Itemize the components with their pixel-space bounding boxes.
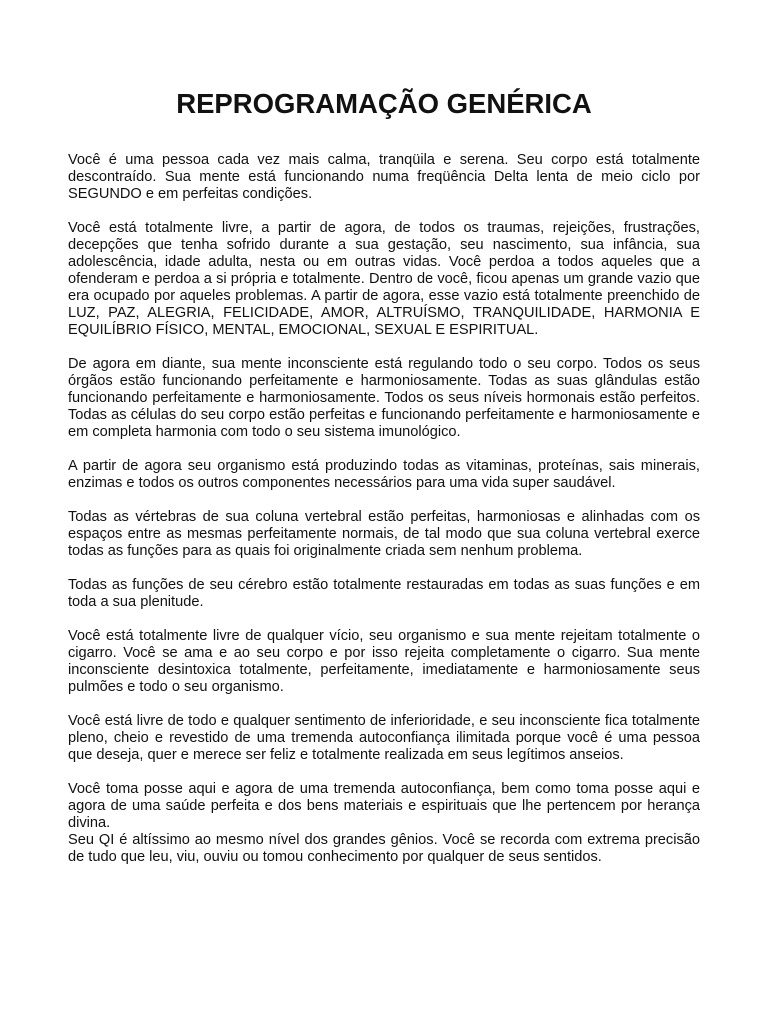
paragraph-addiction: Você está totalmente livre de qualquer vício, seu organismo e sua mente rejeitam totalmente o cigarro. Você se ama e ao seu corpo e por isso rejeita completamente o cigarro. Sua mente inconsciente desintoxica totalmente, perfeitamente, imediatamente e harmoniosamente seus pulmões e todo o seu organismo.: [68, 628, 700, 695]
document-title: REPROGRAMAÇÃO GENÉRICA: [176, 88, 592, 119]
paragraph-brain: Todas as funções de seu cérebro estão totalmente restauradas em todas as suas funções e em toda a sua plenitude.: [68, 577, 700, 610]
paragraph-organism: A partir de agora seu organismo está produzindo todas as vitaminas, proteínas, sais minerais, enzimas e todos os outros componentes necessários para uma vida super saudável.: [68, 458, 700, 491]
paragraph-inferiority: Você está livre de todo e qualquer sentimento de inferioridade, e seu inconsciente fica totalmente pleno, cheio e revestido de uma tremenda autoconfiança ilimitada porque você é uma pessoa que deseja, quer e merece ser feliz e totalmente realizada em seus legítimos anseios.: [68, 713, 700, 763]
paragraph-vertebrae: Todas as vértebras de sua coluna vertebral estão perfeitas, harmoniosas e alinhadas com os espaços entre as mesmas perfeitamente normais, de tal modo que sua coluna vertebral exerce todas as funções para as quais foi originalmente criada sem nenhum problema.: [68, 509, 700, 559]
document-page: [68, 86, 700, 866]
paragraph-unconscious-mind: De agora em diante, sua mente inconsciente está regulando todo o seu corpo. Todos os seus órgãos estão funcionando perfeitamente e harmoniosamente. Todas as suas glândulas estão funcionando perfeitamente e harmoniosamente. Todos os seus níveis hormonais estão perfeitos. Todas as células do seu corpo estão perfeitas e funcionando perfeitamente e harmoniosamente e em completa harmonia com todo o seu sistema imunológico.: [68, 356, 700, 440]
paragraph-iq: Seu QI é altíssimo ao mesmo nível dos grandes gênios. Você se recorda com extrema precisão de tudo que leu, viu, ouviu ou tomou conhecimento por qualquer de seus sentidos.: [68, 832, 700, 865]
paragraph-self-confidence: Você toma posse aqui e agora de uma tremenda autoconfiança, bem como toma posse aqui e agora de uma saúde perfeita e dos bens materiais e espirituais que lhe pertencem por herança divina.: [68, 781, 700, 831]
paragraph-calm: Você é uma pessoa cada vez mais calma, tranqüila e serena. Seu corpo está totalmente descontraído. Sua mente está funcionando numa freqüência Delta lenta de meio ciclo por SEGUNDO e em perfeitas condições.: [68, 152, 700, 202]
paragraph-free-of-traumas: Você está totalmente livre, a partir de agora, de todos os traumas, rejeições, frustrações, decepções que tenha sofrido durante a sua gestação, seu nascimento, sua infância, sua adolescência, idade adulta, nesta ou em outras vidas. Você perdoa a todos aqueles que a ofenderam e perdoa a si própria e totalmente. Dentro de você, ficou apenas um grande vazio que era ocupado por aqueles problemas. A partir de agora, esse vazio está totalmente preenchido de LUZ, PAZ, ALEGRIA, FELICIDADE, AMOR, ALTRUÍSMO, TRANQUILIDADE, HARMONIA E EQUILÍBRIO FÍSICO, MENTAL, EMOCIONAL, SEXUAL E ESPIRITUAL.: [68, 220, 700, 338]
